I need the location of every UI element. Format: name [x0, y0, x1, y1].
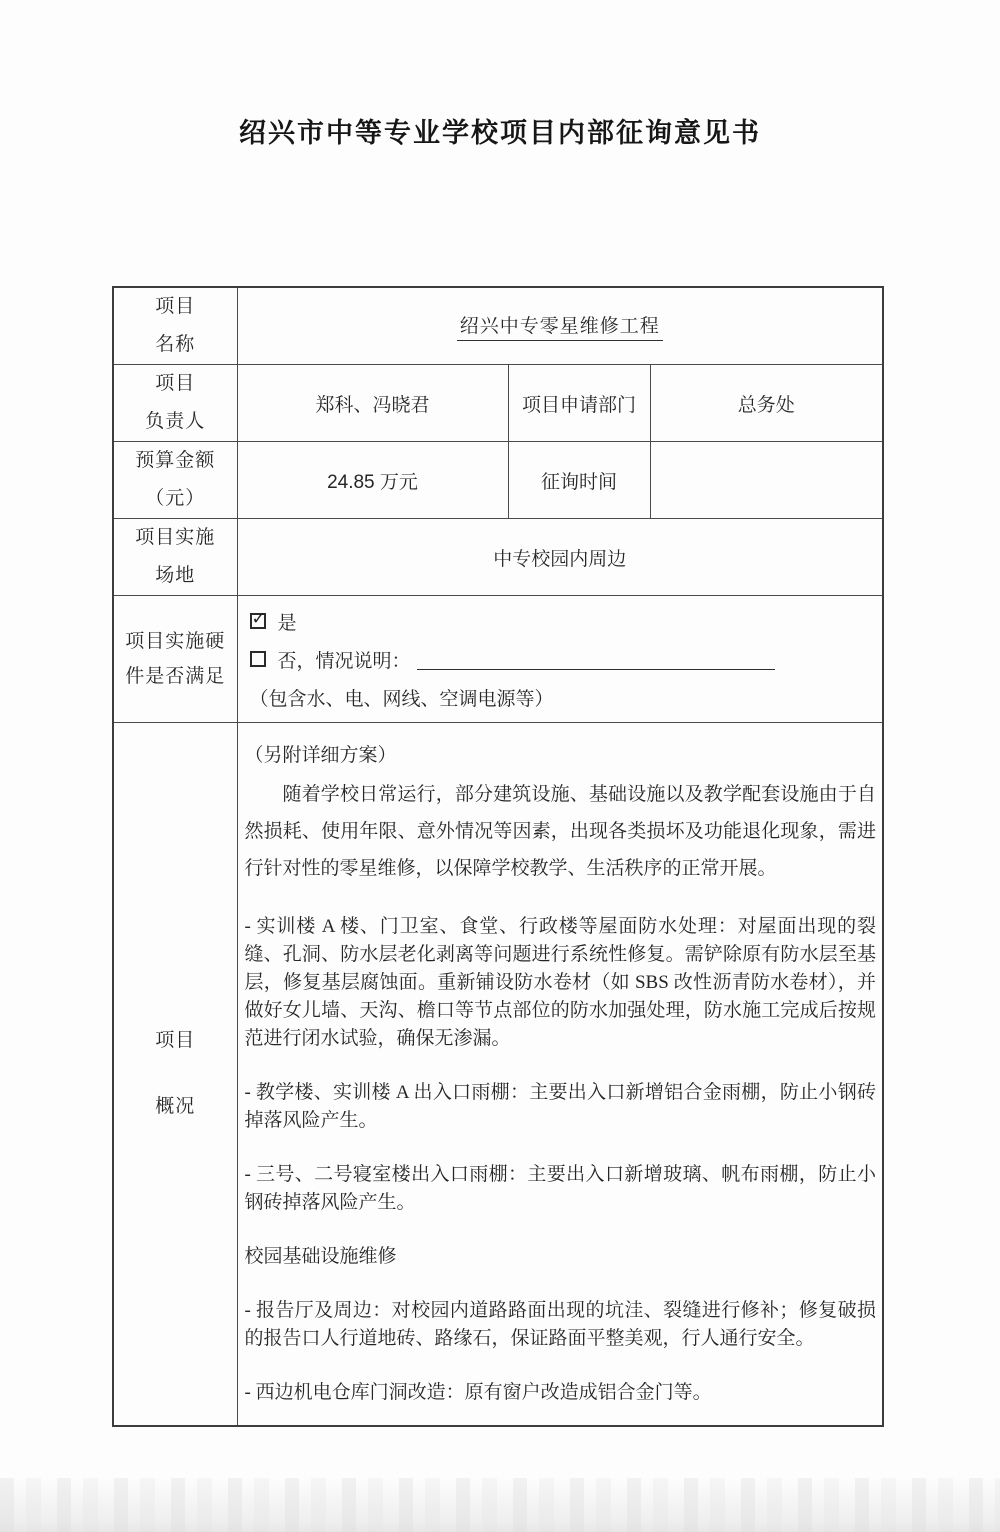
- project-name-value: 绍兴中专零星维修工程: [457, 311, 663, 341]
- label-line: 场地: [155, 565, 196, 586]
- hardware-note-line: [250, 678, 869, 716]
- project-name-value-cell: [237, 287, 883, 365]
- scanned-document-page: [0, 118, 1000, 1532]
- hardware-label-cell: [113, 596, 237, 723]
- overview-paragraph: - 西边机电仓库门洞改造：原有窗户改造成铝合金门等。: [244, 1382, 712, 1404]
- applying-department-value: 总务处: [650, 365, 883, 442]
- label-line: 项目: [155, 1029, 196, 1051]
- site-value: 中专校园内周边: [237, 519, 883, 596]
- row-overview: [113, 723, 883, 1426]
- hardware-value-cell: [237, 596, 883, 723]
- site-label-cell: [113, 519, 237, 596]
- consultation-time-label: 征询时间: [508, 442, 650, 519]
- label-line: 名称: [155, 334, 196, 355]
- no-label: 否，情况说明：: [277, 650, 411, 672]
- label-line: 概况: [155, 1095, 196, 1117]
- row-budget: [113, 442, 883, 519]
- check-icon: ✓: [251, 609, 266, 629]
- yes-checkbox: [250, 609, 266, 629]
- row-site: [113, 519, 883, 596]
- project-leader-label-cell: [113, 365, 237, 442]
- overview-paragraph: 校园基础设施维修: [244, 1246, 397, 1268]
- consultation-time-value: [650, 442, 883, 519]
- row-hardware: [113, 596, 883, 723]
- budget-label-cell: [113, 442, 237, 519]
- label-line: 项目实施硬: [125, 631, 226, 652]
- overview-paragraph: - 实训楼 A 楼、门卫室、食堂、行政楼等屋面防水处理：对屋面出现的裂缝、孔洞、防水层老化剥离等问题进行系统性修复。需铲除原有防水层至基层，修复基层腐蚀面。重新铺设防水卷材（如 SBS 改性沥青防水卷材），并做好女儿墙、天沟、檐口等节点部位的防水加强处理，防水施工完成后按规范进行闭水试验，确保无渗漏。: [244, 916, 876, 1050]
- overview-text-block: [245, 742, 877, 1407]
- yes-label: 是: [277, 612, 297, 634]
- overview-paragraph: 随着学校日常运行，部分建筑设施、基础设施以及教学配套设施由于自然损耗、使用年限、意外情况等因素，出现各类损坏及功能退化现象，需进行针对性的零星维修，以保障学校教学、生活秩序的正常开展。: [244, 784, 876, 880]
- label-line: 项目: [155, 373, 196, 394]
- project-leader-value: 郑科、冯晓君: [237, 365, 508, 442]
- row-project-leader: [113, 365, 883, 442]
- applying-department-label: 项目申请部门: [508, 365, 650, 442]
- label-line: 件是否满足: [125, 666, 226, 687]
- overview-label-cell: [113, 723, 237, 1426]
- hardware-yes-line: [250, 602, 869, 640]
- scan-artifact-band: [0, 1478, 1000, 1532]
- label-line: 项目: [155, 296, 196, 317]
- overview-paragraph: （另附详细方案）: [244, 745, 397, 767]
- hardware-no-line: [250, 640, 869, 678]
- page-title: 绍兴市中等专业学校项目内部征询意见书: [239, 118, 761, 148]
- explanation-blank-line: [417, 648, 775, 670]
- overview-value-cell: [237, 723, 883, 1426]
- overview-paragraph: - 教学楼、实训楼 A 出入口雨棚：主要出入口新增铝合金雨棚，防止小钢砖掉落风险产生。: [244, 1082, 876, 1132]
- label-line: 负责人: [145, 411, 206, 432]
- overview-paragraph: - 三号、二号寝室楼出入口雨棚：主要出入口新增玻璃、帆布雨棚，防止小钢砖掉落风险产生。: [244, 1164, 876, 1214]
- overview-paragraph: - 报告厅及周边：对校园内道路路面出现的坑洼、裂缝进行修补；修复破损的报告口人行道地砖、路缘石，保证路面平整美观，行人通行安全。: [244, 1300, 876, 1350]
- label-line: 项目实施: [135, 527, 216, 548]
- hardware-note: （包含水、电、网线、空调电源等）: [249, 688, 554, 710]
- consultation-form-table: [112, 286, 884, 1427]
- budget-amount: 24.85 万元: [327, 471, 418, 493]
- no-checkbox: [250, 651, 266, 667]
- label-line: （元）: [145, 488, 206, 509]
- row-project-name: [113, 287, 883, 365]
- budget-value-cell: [237, 442, 508, 519]
- label-line: 预算金额: [135, 450, 216, 471]
- project-name-label-cell: [113, 287, 237, 365]
